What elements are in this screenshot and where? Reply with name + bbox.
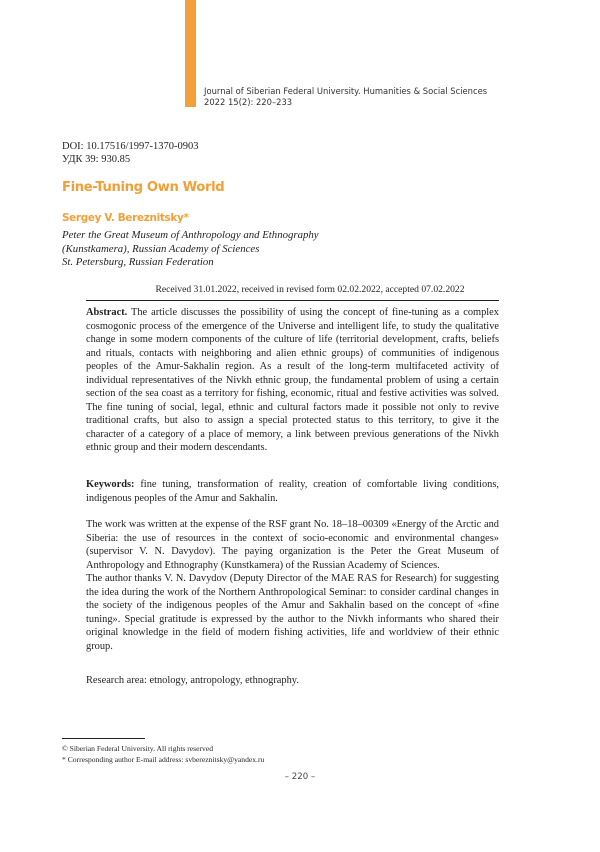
footnote-divider bbox=[62, 738, 145, 739]
article-title: Fine-Tuning Own World bbox=[62, 180, 225, 195]
journal-issue: 2022 15(2): 220–233 bbox=[204, 97, 293, 107]
affiliation-line: St. Petersburg, Russian Federation bbox=[62, 256, 214, 268]
journal-accent-bar bbox=[185, 0, 196, 107]
abstract-label: Abstract. bbox=[86, 307, 128, 318]
abstract-text: The article discusses the possibility of using the concept of fine-tuning as a complex cosmogonic process of the emergence of the Universe and intelligent life, to study the qualitative change in some modern components of the culture of life (territorial development, crafts, beliefs and rituals, contacts with neighboring and alien ethnic groups) of communities of indigenous peoples of the Amur-Sakhalin region. As a result of the long-term multifaceted activity of individual representatives of the Nivkh ethnic group, the fundamental problem of using a certain section of the sea coast as a territory for fishing, economic, ritual and festive activities was solved. The fine tuning of social, legal, ethnic and cultural factors made it possible not only to revive traditional crafts, but also to assign a special protected status to this territory, to give it the character of a category of a place of memory, a link between previous generations of the Nivkh ethnic group and their modern descendants. bbox=[86, 307, 499, 454]
received-dates: Received 31.01.2022, received in revised form 02.02.2022, accepted 07.02.2022 bbox=[155, 284, 465, 295]
doi: DOI: 10.17516/1997-1370-0903 bbox=[62, 141, 199, 152]
divider bbox=[86, 300, 499, 301]
journal-header bbox=[204, 86, 487, 108]
copyright-note: © Siberian Federal University. All rights reserved bbox=[62, 744, 213, 753]
abstract bbox=[86, 306, 499, 455]
affiliation-line: Peter the Great Museum of Anthropology and Ethnography bbox=[62, 229, 319, 241]
research-area bbox=[86, 674, 499, 688]
corresponding-author-note: * Corresponding author E-mail address: svbereznitsky@yandex.ru bbox=[62, 755, 265, 764]
identifiers bbox=[62, 140, 199, 166]
page-number: – 220 – bbox=[284, 772, 316, 782]
journal-name: Journal of Siberian Federal University. Humanities & Social Sciences bbox=[204, 86, 488, 96]
affiliation-line: (Kunstkamera), Russian Academy of Sciences bbox=[62, 242, 260, 255]
author-name: Sergey V. Bereznitsky* bbox=[62, 212, 189, 224]
acknowledgment-text: The author thanks V. N. Davydov (Deputy Director of the MAE RAS for Research) for suggesting the idea during the work of the Northern Anthropological Seminar: to consider cardinal changes in the society of the indigenous peoples of the Amur and Sakhalin based on the concept of «fine tuning». Special gratitude is expressed by the author to the Nivkh informants who shared their original knowledge in the field of modern fishing activities, life and worldview of their ethnic group. bbox=[86, 573, 499, 652]
keywords-label: Keywords: bbox=[86, 479, 135, 490]
udk: УДК 39: 930.85 bbox=[62, 154, 131, 165]
funding-section bbox=[86, 518, 499, 653]
footnotes bbox=[62, 743, 264, 765]
keywords-text: fine tuning, transformation of reality, creation of comfortable living conditions, indigenous peoples of the Amur and Sakhalin. bbox=[86, 479, 499, 504]
keywords bbox=[86, 478, 499, 505]
funding-text: The work was written at the expense of the RSF grant No. 18–18–00309 «Energy of the Arctic and Siberia: the use of resources in the context of socio-economic and environmental changes» (supervisor V. N. Davydov). The paying organization is the Peter the Great Museum of Anthropology and Ethnography (Kunstkamera) of the Russian Academy of Sciences. bbox=[86, 519, 499, 571]
author-affiliation bbox=[62, 229, 319, 270]
research-area-text: Research area: etnology, antropology, ethnography. bbox=[86, 675, 299, 686]
